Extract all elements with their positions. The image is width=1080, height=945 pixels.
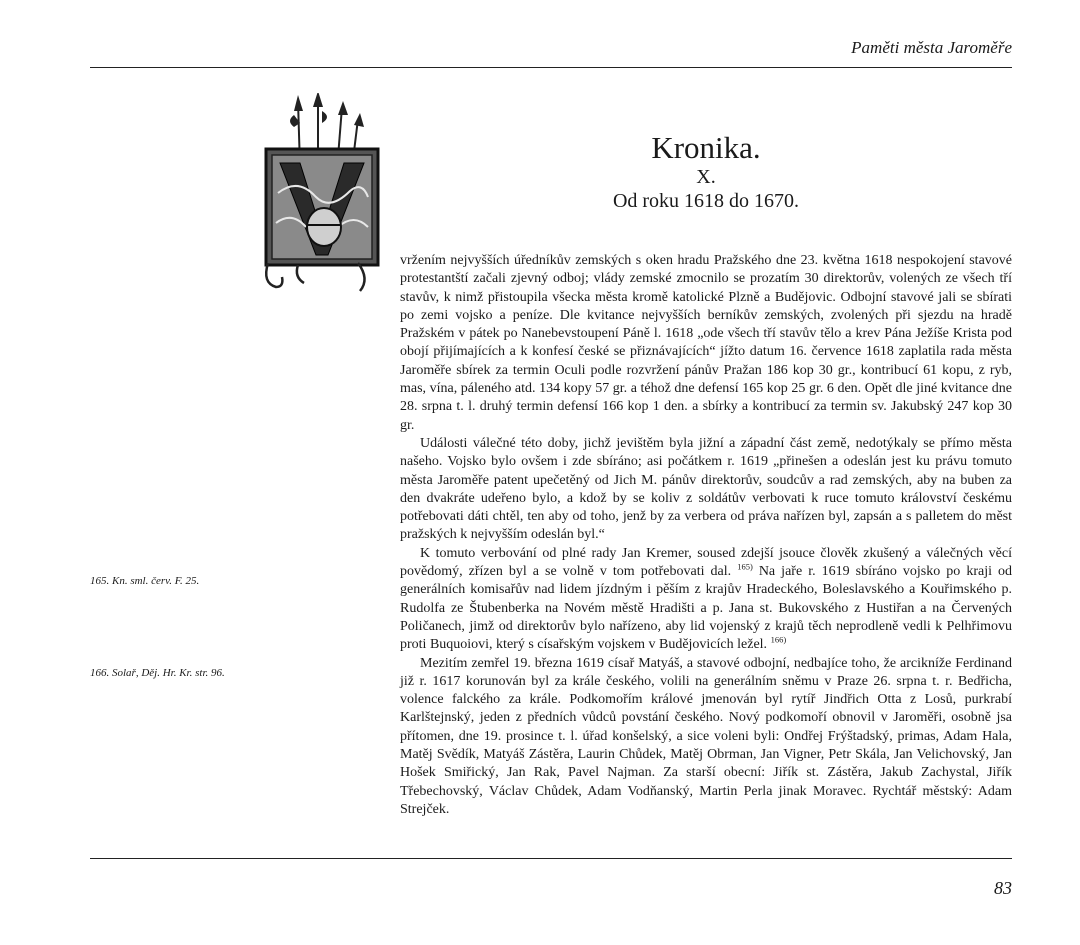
paragraph-3: [400, 545, 1012, 655]
running-head: Paměti města Jaroměře: [851, 38, 1012, 57]
page-title: Kronika.: [651, 130, 761, 165]
header-rule: [90, 67, 1012, 68]
paragraph-3-part-a: K tomuto verbování od plné rady Jan Kremer, soused zdejší jsouce člověk zkušený a válečných věcí povědomý, zřízen byl a se volně v tom potřebovati dal.: [400, 545, 1012, 580]
footnote-165: 165. Kn. sml. červ. F. 25.: [90, 575, 200, 587]
ornamental-initial-weapons-icon: [258, 93, 384, 295]
chapter-number: X.: [696, 166, 716, 188]
footnote-ref-166: 166): [770, 634, 787, 645]
chapter-heading: [400, 130, 1012, 214]
page-number: 83: [994, 878, 1012, 898]
chapter-subtitle: Od roku 1618 do 1670.: [612, 190, 800, 212]
body-text: [400, 252, 1012, 819]
paragraph-4: Mezitím zemřel 19. března 1619 císař Matyáš, a stavové odbojní, nedbajíce toho, že arcikníže Ferdinand již r. 1617 korunován byl za krále českého, volili na generálním sněmu v Praze 26. srpna t. r. Bedřicha, volence falckého za krále. Podkomořím králové jmenován byl rytíř Jindřich Otta z Losů, purkrabí Karlštejnský, jeden z předních vůdců povstání českého. Nový podkomoří obnovil v Jaroměři, osobně jsa přítomen, dne 19. prosince t. l. úřad konšelský, a sice voleni byli: Ondřej Frýštadský, primas, Adam Hala, Matěj Svědík, Matyáš Zástěra, Laurin Chůdek, Matěj Obrman, Jan Vigner, Petr Skála, Jan Velichovský, Jan Hošek Smiřický, Jan Rak, Pavel Najman. Za starší obecní: Jiřík st. Zástěra, Jakub Zachystal, Jiřík Třebechovský, Václav Chůdek, Adam Vodňanský, Martin Perla jinak Moravec. Rychtář městský: Adam Strejček.: [400, 655, 1012, 817]
paragraph-1: vržením nejvyšších úředníkův zemských s oken hradu Pražského dne 23. května 1618 nespokojení stavové protestantští začali zjevný odboj; vlády zemské zmocnilo se prozatím 30 direktorův, volených ze všech tří stavův, k nimž přistoupila všecka města kromě katolické Plzně a Budějovic. Odbojní stavové jali se sbírati po zemi vojsko a peníze. Dle kvitance nejvyšších berníkův zemských, zvolených při sjezdu na hradě Pražském v pátek po Nanebevstoupení Páně l. 1618 „ode všech tří stavův tělo a krev Pána Ježíše Krista pod obojí přijímajících a k konfesí české se přiznávajících“ jížto datum 16. července 1618 zaplatila rada města Jaroměře sbírek za termin Oculi podle rozvržení pánův Pražan 186 kop 30 gr., kontribucí 61 kopu, z ryb, mas, vína, páleného atd. 134 kopy 57 gr. a téhož dne defensí 165 kop 25 gr. 6 den. Opět dle jiné kvitance dne 28. srpna t. l. druhý termin defensí 166 kop 1 den. a sbírky a kontribucí za termin sv. Jakubský 247 kop 30 gr.: [400, 253, 1012, 433]
paragraph-3-part-b: Na jaře r. 1619 sbíráno vojsko po kraji od generálních komisařův nad lidem jízdným i pěším z krajův Hradeckého, Boleslavského a Kouřimského p. Rudolfa ze Štubenberka na Novém městě Hradišti a p. Jana st. Bukovského z Hustiřan a na Červených Poličanech, jimž od direktorův bylo nařízeno, aby lid vojenský z krajů těch neprodleně vedli k Pelhřimovu proti Buquoiovi, který s císařským vojskem v Budějovicích ležel.: [400, 564, 1013, 653]
footer-rule: [90, 858, 1012, 859]
paragraph-2: Události válečné této doby, jichž jevištěm byla jižní a západní část země, nedotýkaly se přímo města našeho. Vojsko bylo ovšem i zde sbíráno; asi počátkem r. 1619 „přinešen a odeslán jest ku právu tomuto města Jaroměře patent upečetěný od Jich M. pánův direktorův, soudcův a rad zemských, aby na buben za den dvakráte udeřeno bylo, a kdož by se koliv z soldátův verbovati k ruce tomuto království českému potřebovati dáti chtěl, ten aby od toho, jenž by za verbera od práva nařízen byl, zapsán a s palletem do měst pražských k nejvyšším odeslán byl.“: [400, 435, 1012, 543]
footnote-ref-165: 165): [737, 561, 753, 572]
footnote-166: 166. Solař, Děj. Hr. Kr. str. 96.: [90, 667, 225, 679]
